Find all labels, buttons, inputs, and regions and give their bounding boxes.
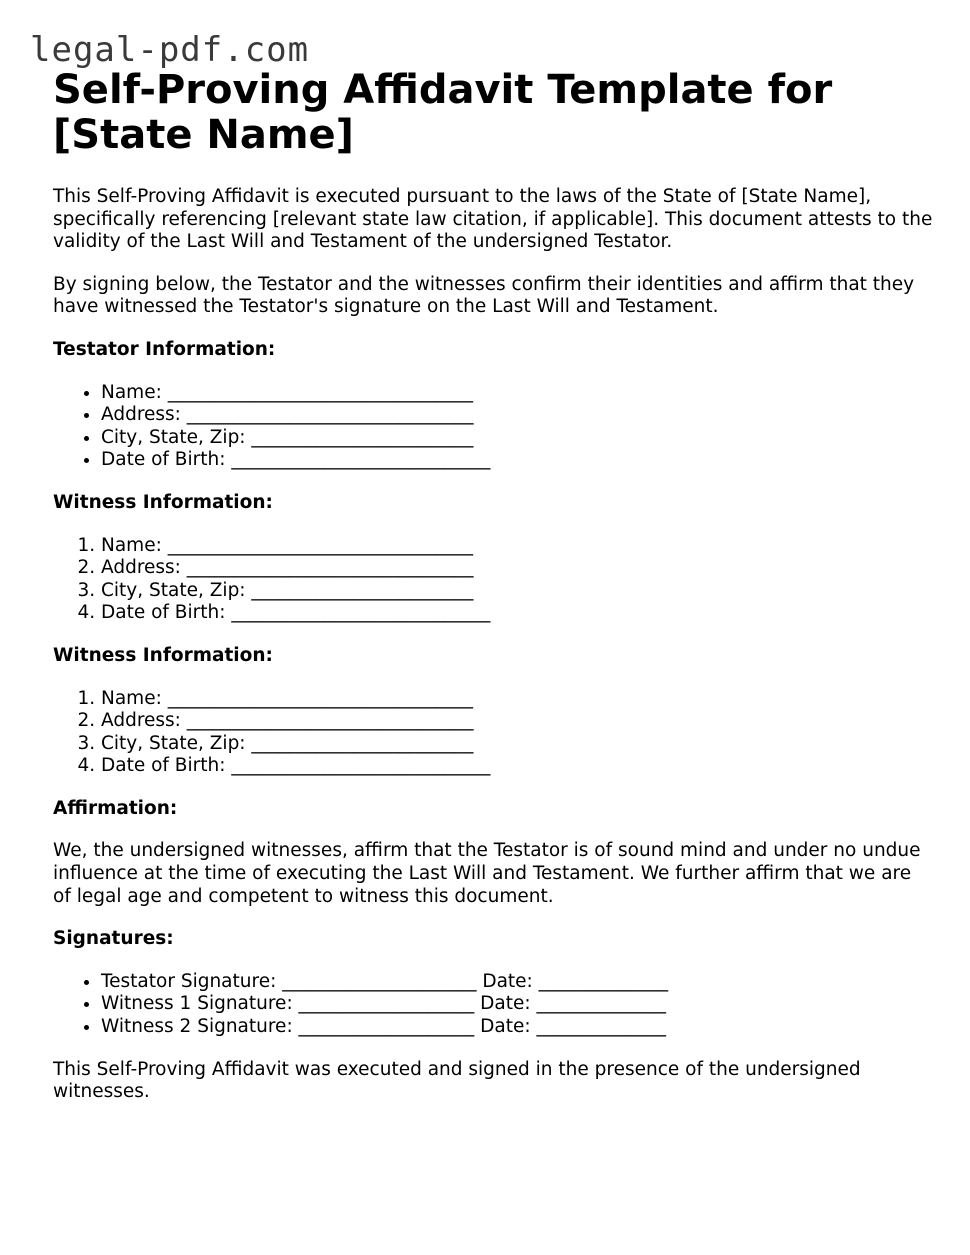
witness-1-city-field: 3. City, State, Zip: ________________________ [101,580,933,603]
witness-1-signature-line: • Witness 1 Signature: ___________________ Date: ______________ [101,993,933,1016]
testator-address-field: • Address: _______________________________ [101,404,933,427]
witness-2-name-field: 1. Name: _________________________________ [101,688,933,711]
witness-1-heading: Witness Information: [53,491,273,513]
signatures-list [53,971,933,1039]
document-body [53,68,933,1104]
witness-2-heading: Witness Information: [53,644,273,666]
witness-2-address-field: 2. Address: _______________________________ [101,710,933,733]
affirmation-text: We, the undersigned witnesses, affirm that the Testator is of sound mind and under no undue influence at the time of executing the Last Will and Testament. We further affirm that we are of legal age and competent to witness this document. [53,840,921,907]
closing-paragraph: This Self-Proving Affidavit was executed and signed in the presence of the undersigned witnesses. [53,1058,861,1103]
witness-2-dob-field: 4. Date of Birth: ____________________________ [101,755,933,778]
testator-signature-line: • Testator Signature: _____________________ Date: ______________ [101,971,933,994]
watermark: legal-pdf.com [30,30,310,70]
document-title: Self-Proving Affidavit Template for [State Name] [53,67,833,158]
testator-dob-field: • Date of Birth: ____________________________ [101,449,933,472]
witness-2-signature-line: • Witness 2 Signature: ___________________ Date: ______________ [101,1016,933,1039]
testator-city-field: • City, State, Zip: ________________________ [101,427,933,450]
witness-2-city-field: 3. City, State, Zip: ________________________ [101,733,933,756]
intro-paragraph-2: By signing below, the Testator and the witnesses confirm their identities and affirm that they have witnessed the Testator's signature on the Last Will and Testament. [53,273,915,318]
witness-1-address-field: 2. Address: _______________________________ [101,557,933,580]
intro-paragraph-1: This Self-Proving Affidavit is executed pursuant to the laws of the State of [State Name], specifically referencing [relevant state law citation, if applicable]. This document attests to the validity of the Last Will and Testament of the undersigned Testator. [53,186,933,253]
affirmation-heading: Affirmation: [53,797,178,819]
signatures-heading: Signatures: [53,928,174,950]
witness-1-dob-field: 4. Date of Birth: ____________________________ [101,602,933,625]
testator-heading: Testator Information: [53,338,276,360]
testator-list [53,382,933,472]
witness-2-list [53,688,933,778]
testator-name-field: • Name: _________________________________ [101,382,933,405]
witness-1-name-field: 1. Name: _________________________________ [101,535,933,558]
witness-1-list [53,535,933,625]
